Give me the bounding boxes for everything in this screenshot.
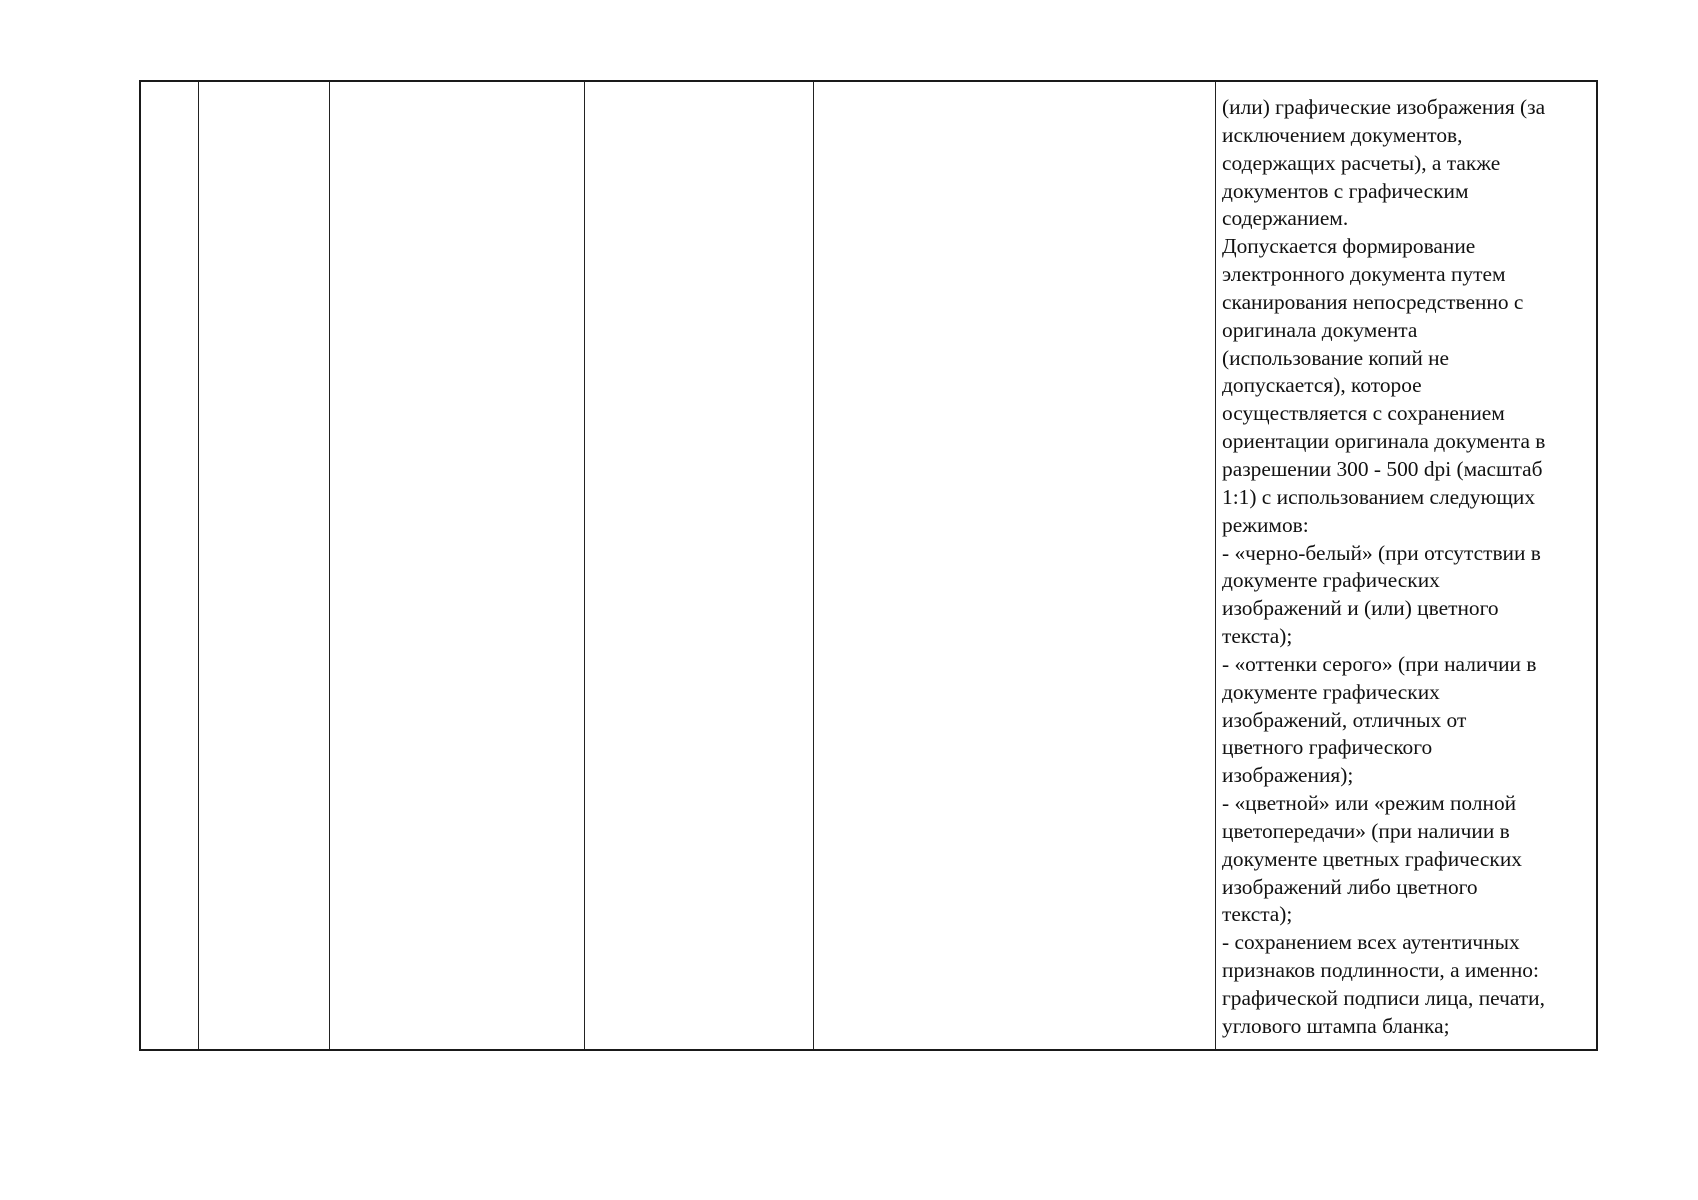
text-line: допускается), которое <box>1222 373 1422 398</box>
text-line: содержащих расчеты), а также <box>1222 150 1501 175</box>
text-line: Допускается формирование <box>1222 234 1476 259</box>
table-cell-col-5 <box>814 82 1216 1049</box>
table-cell-col-3 <box>330 82 585 1049</box>
text-line: сканирования непосредственно с <box>1222 289 1524 314</box>
text-line: электронного документа путем <box>1222 262 1506 287</box>
text-line: цветопередачи» (при наличии в <box>1222 818 1510 843</box>
text-line: режимов: <box>1222 512 1309 537</box>
text-line: - «цветной» или «режим полной <box>1222 791 1517 816</box>
text-line: текста); <box>1222 902 1293 927</box>
text-line: - «оттенки серого» (при наличии в <box>1222 651 1537 676</box>
text-line: изображений либо цветного <box>1222 874 1478 899</box>
table-cell-col-6 <box>1216 82 1596 1049</box>
text-line: (или) графические изображения (за <box>1222 95 1546 119</box>
text-line: документе графических <box>1222 679 1440 704</box>
text-line: документе цветных графических <box>1222 846 1522 871</box>
text-line: ориентации оригинала документа в <box>1222 429 1546 454</box>
text-line: изображения); <box>1222 763 1354 788</box>
text-line: признаков подлинности, а именно: <box>1222 958 1539 983</box>
table-cell-col-1 <box>141 82 199 1049</box>
text-line: - «черно-белый» (при отсутствии в <box>1222 540 1541 565</box>
text-line: оригинала документа <box>1222 317 1418 342</box>
text-line: углового штампа бланка; <box>1222 1013 1450 1038</box>
text-line: исключением документов, <box>1222 122 1463 147</box>
text-line: документов с графическим <box>1222 178 1469 203</box>
text-line: цветного графического <box>1222 735 1433 760</box>
text-line: изображений и (или) цветного <box>1222 596 1499 621</box>
text-line: - сохранением всех аутентичных <box>1222 930 1520 955</box>
text-line: (использование копий не <box>1222 345 1450 370</box>
text-line: текста); <box>1222 624 1293 649</box>
text-line: изображений, отличных от <box>1222 707 1467 732</box>
text-line: осуществляется с сохранением <box>1222 401 1505 426</box>
table-cell-col-2 <box>199 82 330 1049</box>
text-line: содержанием. <box>1222 206 1349 231</box>
document-table <box>139 80 1598 1051</box>
text-line: 1:1) с использованием следующих <box>1222 484 1536 509</box>
table-cell-col-4 <box>585 82 814 1049</box>
text-line: документе графических <box>1222 568 1440 593</box>
text-line: разрешении 300 - 500 dpi (масштаб <box>1222 456 1543 481</box>
text-line: графической подписи лица, печати, <box>1222 986 1545 1010</box>
